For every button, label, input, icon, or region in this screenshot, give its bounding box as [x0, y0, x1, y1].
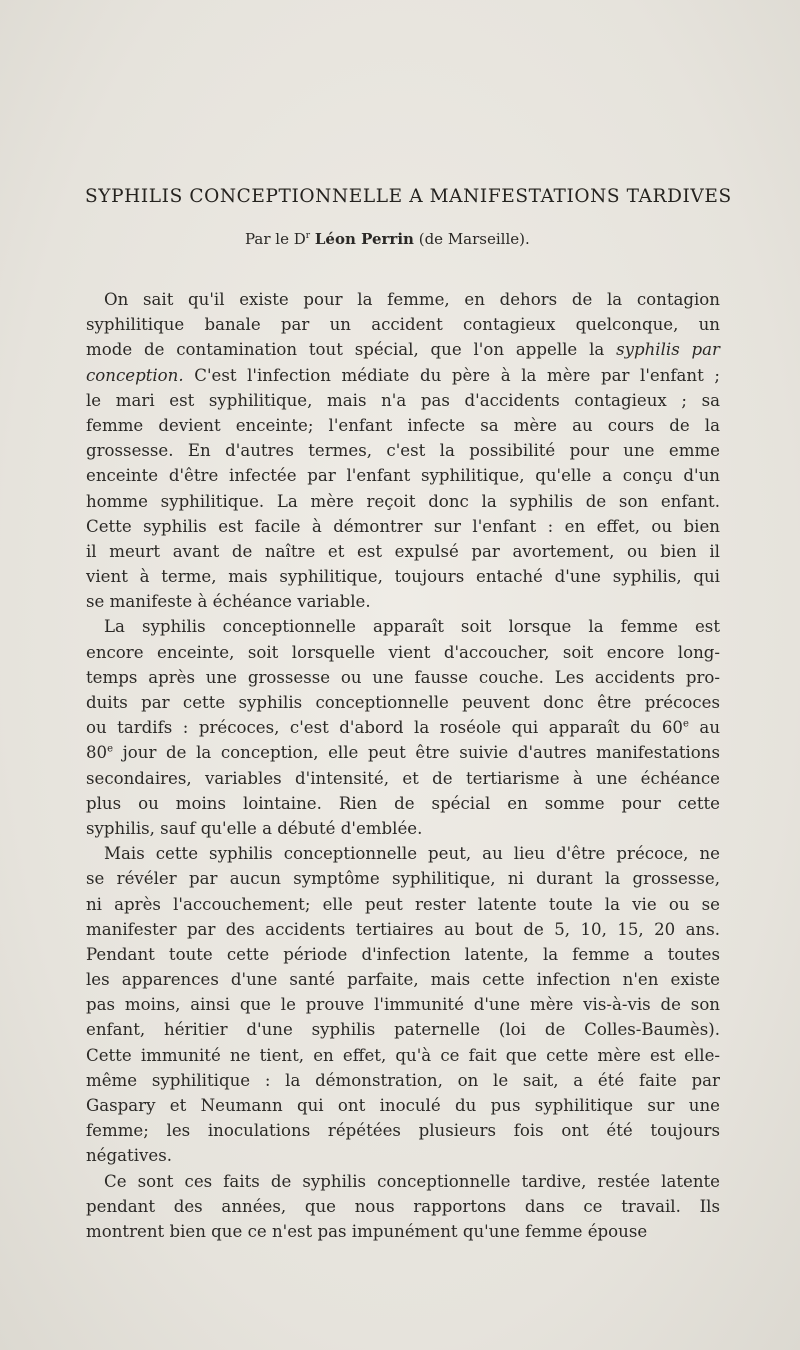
paragraph-2-line: temps après une grossesse ou une fausse couche. Les accidents pro- — [86, 667, 720, 687]
byline-prefix: Par le D — [245, 230, 306, 248]
paragraph-3-line: négatives. — [86, 1146, 172, 1166]
author-byline — [245, 230, 645, 248]
paragraph-1-line: Cette syphilis est facile à démontrer sur l'enfant : en effet, ou bien — [86, 516, 720, 536]
paragraph-2-line: syphilis, sauf qu'elle a débuté d'emblée. — [86, 818, 423, 838]
paragraph-3-line: manifester par des accidents tertiaires au bout de 5, 10, 15, 20 ans. — [86, 919, 720, 939]
paragraph-1-line: femme devient enceinte; l'enfant infecte sa mère au cours de la — [86, 415, 720, 435]
paragraph-1-line: se manifeste à échéance variable. — [86, 592, 371, 612]
paragraph-3-line: Pendant toute cette période d'infection latente, la femme a toutes — [86, 944, 720, 964]
paragraph-2-line: 80e jour de la conception, elle peut être suivie d'autres manifestations — [86, 743, 720, 763]
paragraph-1-line: le mari est syphilitique, mais n'a pas d'accidents contagieux ; sa — [86, 390, 720, 410]
paragraph-3-line: Cette immunité ne tient, en effet, qu'à ce fait que cette mère est elle- — [86, 1045, 720, 1065]
paragraph-3-line: même syphilitique : la démonstration, on le sait, a été faite par — [86, 1070, 720, 1090]
article-body — [86, 287, 720, 1244]
author-name: Léon Perrin — [314, 230, 414, 248]
paragraph-4-line: pendant des années, que nous rapportons dans ce travail. Ils — [86, 1196, 720, 1216]
paragraph-2-line: plus ou moins lointaine. Rien de spécial en somme pour cette — [86, 793, 720, 813]
italic-term: conception. — [86, 365, 184, 385]
byline-title-sup: r — [305, 231, 311, 241]
paragraph-3-line: femme; les inoculations répétées plusieurs fois ont été toujours — [86, 1121, 720, 1141]
paragraph-2-line: encore enceinte, soit lorsquelle vient d'accoucher, soit encore long- — [86, 642, 720, 662]
paragraph-2-line: ou tardifs : précoces, c'est d'abord la roséole qui apparaît du 60e au — [86, 718, 721, 738]
paragraph-1-line: vient à terme, mais syphilitique, toujours entaché d'une syphilis, qui — [86, 567, 720, 587]
article-title: SYPHILIS CONCEPTIONNELLE A MANIFESTATIONS TARDIVES — [85, 186, 732, 207]
paragraph-1-line: homme syphilitique. La mère reçoit donc la syphilis de son enfant. — [86, 491, 720, 511]
ordinal-superscript: e — [107, 743, 114, 755]
paragraph-3-line: les apparences d'une santé parfaite, mais cette infection n'en existe — [86, 970, 720, 990]
paragraph-3-line: ni après l'accouchement; elle peut rester latente toute la vie ou se — [86, 894, 720, 914]
paragraph-1-line: enceinte d'être infectée par l'enfant syphilitique, qu'elle a conçu d'un — [86, 466, 720, 486]
paragraph-1-line: conception. C'est l'infection médiate du père à la mère par l'enfant ; — [86, 365, 720, 385]
paragraph-4-line: Ce sont ces faits de syphilis conceptionnelle tardive, restée latente — [104, 1171, 720, 1191]
paragraph-4-line: montrent bien que ce n'est pas impunément qu'une femme épouse — [86, 1221, 648, 1241]
paragraph-1-line: il meurt avant de naître et est expulsé par avortement, ou bien il — [86, 541, 720, 561]
ordinal-superscript: e — [683, 718, 689, 730]
paragraph-1-line: mode de contamination tout spécial, que l'on appelle la syphilis par — [86, 340, 720, 360]
italic-term: syphilis par — [616, 340, 720, 360]
paragraph-3-line: pas moins, ainsi que le prouve l'immunité d'une mère vis-à-vis de son — [86, 995, 720, 1015]
paragraph-2-line: duits par cette syphilis conceptionnelle peuvent donc être précoces — [86, 693, 720, 712]
paragraph-3-line: Gaspary et Neumann qui ont inoculé du pus syphilitique sur une — [86, 1096, 720, 1115]
paragraph-2-line: La syphilis conceptionnelle apparaît soit lorsque la femme est — [104, 617, 720, 637]
paragraph-1-line: On sait qu'il existe pour la femme, en dehors de la contagion — [104, 290, 720, 309]
paragraph-3-line: enfant, héritier d'une syphilis paternelle (loi de Colles-Baumès). — [86, 1020, 720, 1040]
paragraph-1-line: grossesse. En d'autres termes, c'est la possibilité pour une emme — [86, 441, 720, 461]
paragraph-1-line: syphilitique banale par un accident contagieux quelconque, un — [86, 315, 720, 335]
author-affiliation: (de Marseille). — [418, 230, 530, 248]
paragraph-3-line: se révéler par aucun symptôme syphilitique, ni durant la grossesse, — [86, 869, 720, 889]
paragraph-2-line: secondaires, variables d'intensité, et de tertiarisme à une échéance — [86, 768, 720, 788]
paragraph-3-line: Mais cette syphilis conceptionnelle peut, au lieu d'être précoce, ne — [104, 844, 720, 864]
